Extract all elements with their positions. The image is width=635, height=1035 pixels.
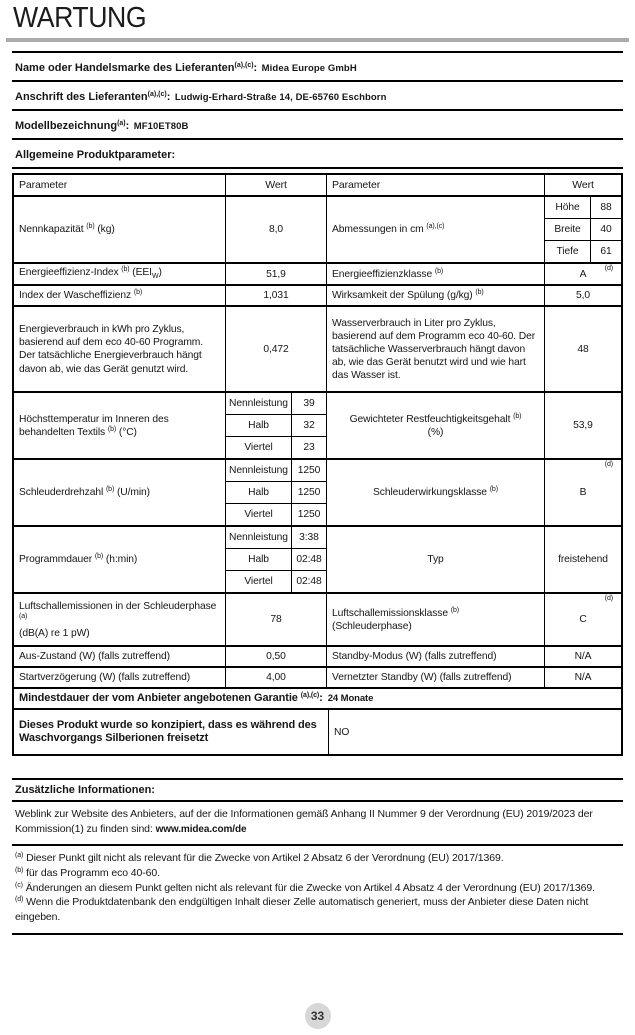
maxtemp-row-rated: Nennleistung 39 <box>226 393 326 415</box>
capacity-value: 8,0 <box>226 197 327 262</box>
model-row <box>12 111 623 140</box>
col-header-value-left: Wert <box>226 175 327 195</box>
footnote-ref: (b) <box>450 606 459 614</box>
eei-label: Energieeffizienz-Index $^{(b)}$ $(EEI_W)$ <box>14 264 226 284</box>
footnote-ref: (a),(c) <box>426 223 445 231</box>
page-number-badge <box>305 1003 331 1029</box>
row-duration-type <box>14 527 621 594</box>
eei-value: 51,9 <box>226 264 327 284</box>
dimension-row-depth: Tiefe 61 <box>545 241 621 262</box>
additional-info-header: Zusätzliche Informationen: <box>12 778 623 802</box>
spinspeed-row-rated: Nennleistung 1250 <box>226 460 326 482</box>
row-spinspeed-spinclass <box>14 460 621 527</box>
row-capacity-dimensions <box>14 197 621 264</box>
product-parameter-table <box>12 173 623 756</box>
spin-speed-label: Schleuderdrehzahl $^{(b)}$ (U/min) <box>14 460 226 525</box>
footnote-ref: (a) <box>19 613 28 621</box>
rinse-label: Wirksamkeit der Spülung (g/kg) $^{(b)}$ <box>327 286 545 305</box>
footnote-ref: (a) <box>117 120 126 128</box>
maxtemp-row-quarter: Viertel 23 <box>226 437 326 458</box>
footnote-ref: (b) <box>434 267 444 275</box>
noise-class-value: C (d) <box>579 595 613 626</box>
footnote-ref: (b) <box>107 425 117 433</box>
footnote-ref: (b) <box>121 266 130 274</box>
supplier-address-value: Ludwig-Erhard-Straße 14, DE-65760 Eschborn <box>174 92 387 104</box>
row-noise-noiseclass <box>14 594 621 647</box>
row-guarantee <box>14 689 621 710</box>
table-header-row <box>14 175 621 197</box>
row-offmode-standby <box>14 647 621 668</box>
spinspeed-row-half: Halb 1250 <box>226 482 326 504</box>
standby-label: Standby-Modus (W) (falls zutreffend) <box>327 647 545 666</box>
max-temp-subtable <box>226 393 327 458</box>
duration-row-quarter: Viertel 02:48 <box>226 571 326 592</box>
dimensions-subtable <box>545 197 621 262</box>
footnote-ref: (b) <box>475 289 484 297</box>
col-header-parameter-left: Parameter <box>14 175 226 195</box>
spinspeed-row-quarter: Viertel 1250 <box>226 504 326 525</box>
max-temp-label: Höchsttemperatur im Inneren des behandelten Textils $^{(b)}$ (°C) <box>14 393 226 458</box>
spin-speed-subtable <box>226 460 327 525</box>
silver-ions-value: NO <box>334 726 350 738</box>
supplier-info-table <box>12 51 623 169</box>
col-header-parameter-right: Parameter <box>327 175 545 195</box>
energy-class-label: Energieeffizienzklasse $^{(b)}$ <box>327 264 545 284</box>
supplier-name-label: Name oder Handelsmarke des Lieferanten$^{(a),(c)}$: <box>15 62 258 75</box>
networked-standby-label: Vernetzter Standby (W) (falls zutreffend) <box>327 668 545 687</box>
residual-moisture-label: Gewichteter Restfeuchtigkeitsgehalt $^{(b)}$ (%) <box>327 393 545 458</box>
guarantee-label: Mindestdauer der vom Anbieter angebotenen Garantie $^{(a),(c)}$: 24 Monate <box>19 692 374 705</box>
page-title: WARTUNG <box>13 2 147 34</box>
additional-info-section <box>12 778 623 935</box>
water-consumption-label: Wasserverbrauch in Liter pro Zyklus, basierend auf dem Programm eco 40-60. Der tatsächliche Wasserverbrauch hängt davon ab, wie das Gerät benutzt wird und wie hart das Wasser ist. <box>327 307 545 391</box>
footnote-ref: (b) <box>489 486 498 494</box>
model-label: Modellbezeichnung$^{(a)}$: <box>15 120 130 133</box>
delay-start-label: Startverzögerung (W) (falls zutreffend) <box>14 668 226 687</box>
footnote-ref: (a),(c) <box>300 692 320 700</box>
col-header-value-right: Wert <box>572 178 594 191</box>
silver-ions-label: Dieses Produkt wurde so konzipiert, dass es während des Waschvorgangs Silberionen freisetzt <box>14 710 329 754</box>
delay-start-value: 4,00 <box>226 668 327 687</box>
maxtemp-row-half: Halb 32 <box>226 415 326 437</box>
weblink-paragraph: Weblink zur Website des Anbieters, auf der die Informationen gemäß Anhang II Nummer 9 der Verordnung (EU) 2019/2023 der Kommission(1) zu finden sind: www.midea.com/de <box>12 802 623 845</box>
footnote-ref: (b) <box>513 412 522 420</box>
networked-standby-value: N/A <box>574 672 592 684</box>
row-washindex-rinse <box>14 286 621 307</box>
guarantee-value: 24 Monate <box>327 693 374 705</box>
rinse-value: 5,0 <box>575 290 590 302</box>
spin-class-value: B (d) <box>579 461 613 499</box>
duration-label: Programmdauer $^{(b)}$ (h:min) <box>14 527 226 592</box>
energy-consumption-value: 0,472 <box>226 307 327 391</box>
supplier-address-label: Anschrift des Lieferanten$^{(a),(c)}$: <box>15 91 171 104</box>
capacity-label: Nennkapazität $^{(b)}$ (kg) <box>14 197 226 262</box>
footnote-ref: (a),(c) <box>234 62 254 70</box>
water-consumption-value: 48 <box>577 343 589 355</box>
supplier-website-link[interactable]: www.midea.com/de <box>155 823 247 835</box>
noise-value: 78 <box>226 594 327 645</box>
type-value: freistehend <box>558 554 608 566</box>
footnotes-block <box>12 846 623 936</box>
duration-subtable <box>226 527 327 592</box>
footnote-d: $^{(d)}$ Wenn die Produktdatenbank den endgültigen Inhalt dieser Zelle automatisch generiert, muss der Anbieter diese Daten nicht eingeben. <box>15 896 589 924</box>
general-parameters-header: Allgemeine Produktparameter: <box>12 140 623 169</box>
footnote-ref: (b) <box>133 289 143 297</box>
title-divider <box>6 38 629 42</box>
type-label: Typ <box>327 527 545 592</box>
duration-row-rated: Nennleistung 3:38 <box>226 527 326 549</box>
dimension-row-width: Breite 40 <box>545 219 621 241</box>
footnote-a: $^{(a)}$ Dieser Punkt gilt nicht als relevant für die Zwecke von Artikel 2 Absatz 6 der Verordnung (EU) 2017/1369. <box>15 851 504 864</box>
off-mode-label: Aus-Zustand (W) (falls zutreffend) <box>14 647 226 666</box>
row-energy-water-consumption <box>14 307 621 393</box>
dimension-row-height: Höhe 88 <box>545 197 621 219</box>
off-mode-value: 0,50 <box>226 647 327 666</box>
supplier-name-value: Midea Europe GmbH <box>261 63 357 75</box>
residual-moisture-value: 53,9 <box>573 420 593 432</box>
footnote-ref: (b) <box>86 223 95 231</box>
noise-class-label: Luftschallemissionsklasse $^{(b)}$ (Schleuderphase) <box>327 594 545 645</box>
footnote-b: $^{(b)}$ für das Programm eco 40-60. <box>15 866 160 879</box>
supplier-address-row <box>12 82 623 111</box>
dimensions-label: Abmessungen in cm $^{(a),(c)}$ <box>327 197 545 262</box>
supplier-name-row <box>12 53 623 82</box>
wash-index-value: 1,031 <box>226 286 327 305</box>
footnote-ref: (b) <box>94 553 104 561</box>
page-number: 33 <box>310 1009 325 1023</box>
duration-row-half: Halb 02:48 <box>226 549 326 571</box>
spin-class-label: Schleuderwirkungsklasse $^{(b)}$ <box>327 460 545 525</box>
row-silver-ions <box>14 710 621 754</box>
model-value: MF10ET80B <box>133 121 189 133</box>
row-maxtemp-moisture <box>14 393 621 460</box>
row-delaystart-networkedstandby <box>14 668 621 689</box>
footnote-ref: (b) <box>105 486 115 494</box>
wash-index-label: Index der Wascheffizienz $^{(b)}$ <box>14 286 226 305</box>
energy-consumption-label: Energieverbrauch in kWh pro Zyklus, basierend auf dem eco 40-60 Programm. Der tatsächliche Energieverbrauch hängt davon ab, wie das Gerät genutzt wird. <box>14 307 226 391</box>
row-eei-energyclass <box>14 264 621 286</box>
noise-label: Luftschallemissionen in der Schleuderphase $^{(a)}$ (dB(A) re 1 pW) <box>14 594 226 645</box>
energy-class-value: A (d) <box>579 265 613 280</box>
footnote-c: $^{(c)}$ Änderungen an diesem Punkt gelten nicht als relevant für die Zwecke von Artikel 4 Absatz 4 der Verordnung (EU) 2017/1369. <box>15 881 595 894</box>
footnote-ref: (a),(c) <box>147 91 167 99</box>
standby-value: N/A <box>574 651 592 663</box>
